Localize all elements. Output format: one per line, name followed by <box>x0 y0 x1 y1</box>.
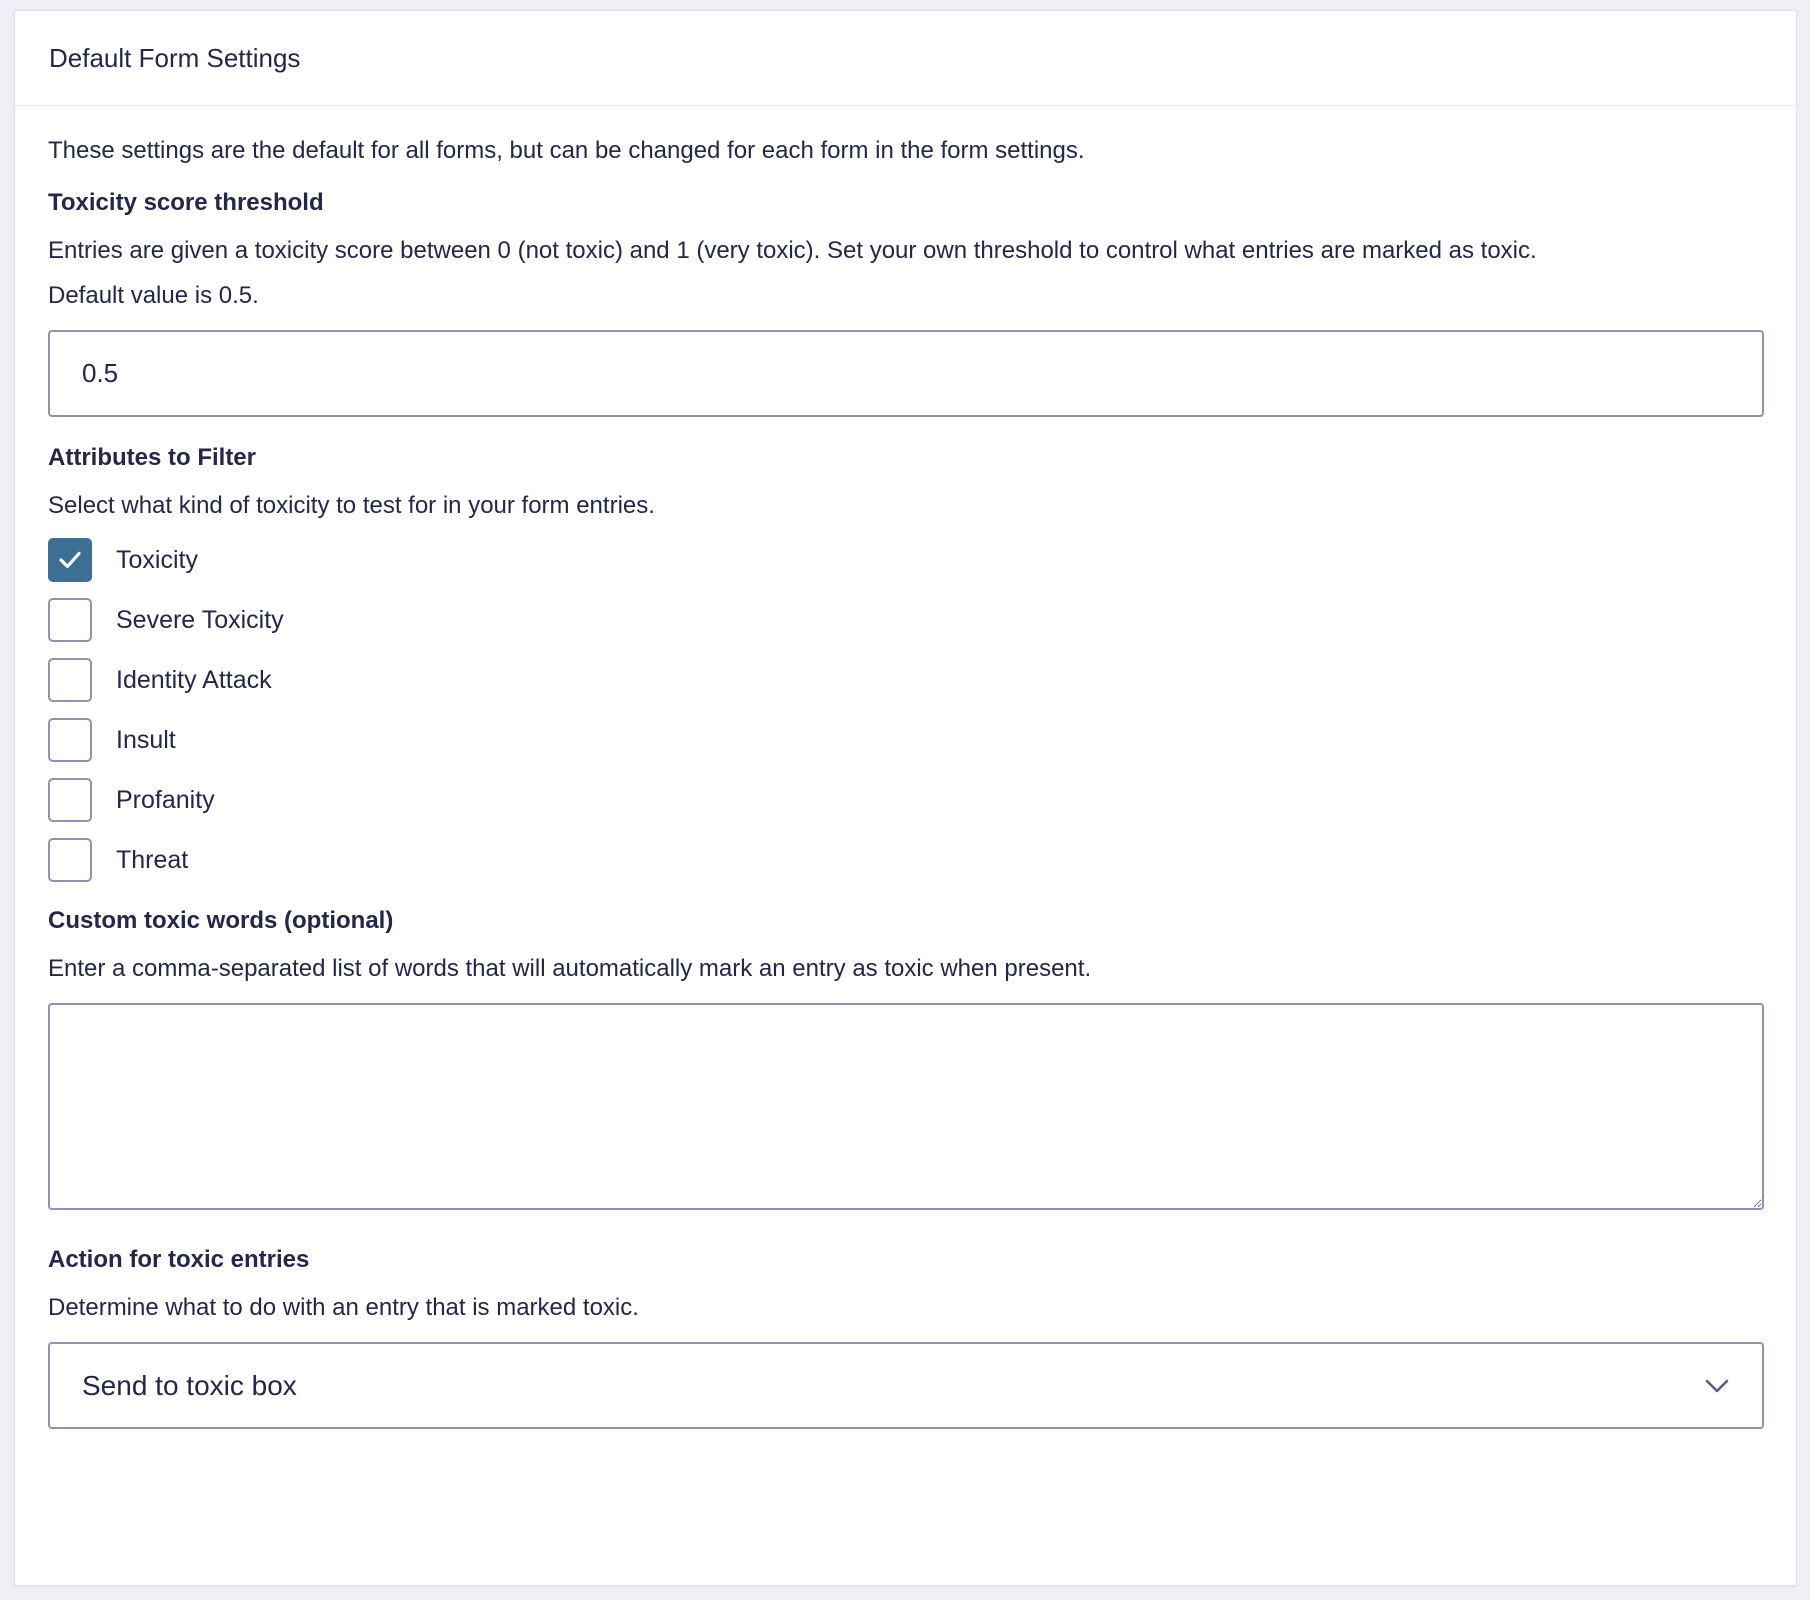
checkbox-threat[interactable] <box>48 830 1763 890</box>
checkbox-label: Profanity <box>116 785 215 814</box>
panel-title: Default Form Settings <box>49 42 301 73</box>
checkbox-box[interactable] <box>48 718 92 762</box>
checkmark-icon <box>56 546 84 574</box>
checkbox-label: Insult <box>116 725 176 754</box>
checkbox-box[interactable] <box>48 658 92 702</box>
action-label: Action for toxic entries <box>48 1246 310 1273</box>
checkbox-insult[interactable] <box>48 710 1763 770</box>
custom-words-label: Custom toxic words (optional) <box>48 907 394 934</box>
checkbox-label: Severe Toxicity <box>116 605 284 634</box>
threshold-label: Toxicity score threshold <box>48 189 324 216</box>
checkbox-label: Threat <box>116 845 189 874</box>
checkbox-toxicity[interactable] <box>48 530 1763 590</box>
chevron-down-icon <box>1704 1374 1730 1398</box>
custom-words-description: Enter a comma-separated list of words that will automatically mark an entry as toxic when present. <box>48 955 1092 982</box>
custom-words-textarea[interactable] <box>48 1003 1764 1210</box>
attributes-label: Attributes to Filter <box>48 444 256 471</box>
checkbox-box[interactable] <box>48 838 92 882</box>
panel-intro: These settings are the default for all forms, but can be changed for each form in the form settings. <box>48 137 1085 164</box>
checkbox-label: Toxicity <box>116 545 198 574</box>
checkbox-box[interactable] <box>48 598 92 642</box>
action-select-value: Send to toxic box <box>82 1369 297 1401</box>
action-description: Determine what to do with an entry that is marked toxic. <box>48 1294 639 1321</box>
attributes-checkbox-list <box>48 530 1763 890</box>
action-select[interactable] <box>48 1342 1764 1429</box>
checkbox-severe-toxicity[interactable] <box>48 590 1763 650</box>
attributes-description: Select what kind of toxicity to test for in your form entries. <box>48 492 655 519</box>
threshold-description-line2: Default value is 0.5. <box>48 282 259 309</box>
settings-panel <box>14 10 1797 1586</box>
panel-body <box>15 134 1796 1429</box>
threshold-description-line1: Entries are given a toxicity score between 0 (not toxic) and 1 (very toxic). Set your own threshold to control what entries are marked as toxic. <box>48 237 1537 264</box>
threshold-input[interactable] <box>48 330 1764 417</box>
panel-header <box>15 11 1796 106</box>
checkbox-box[interactable] <box>48 538 92 582</box>
checkbox-profanity[interactable] <box>48 770 1763 830</box>
checkbox-box[interactable] <box>48 778 92 822</box>
checkbox-identity-attack[interactable] <box>48 650 1763 710</box>
checkbox-label: Identity Attack <box>116 665 272 694</box>
